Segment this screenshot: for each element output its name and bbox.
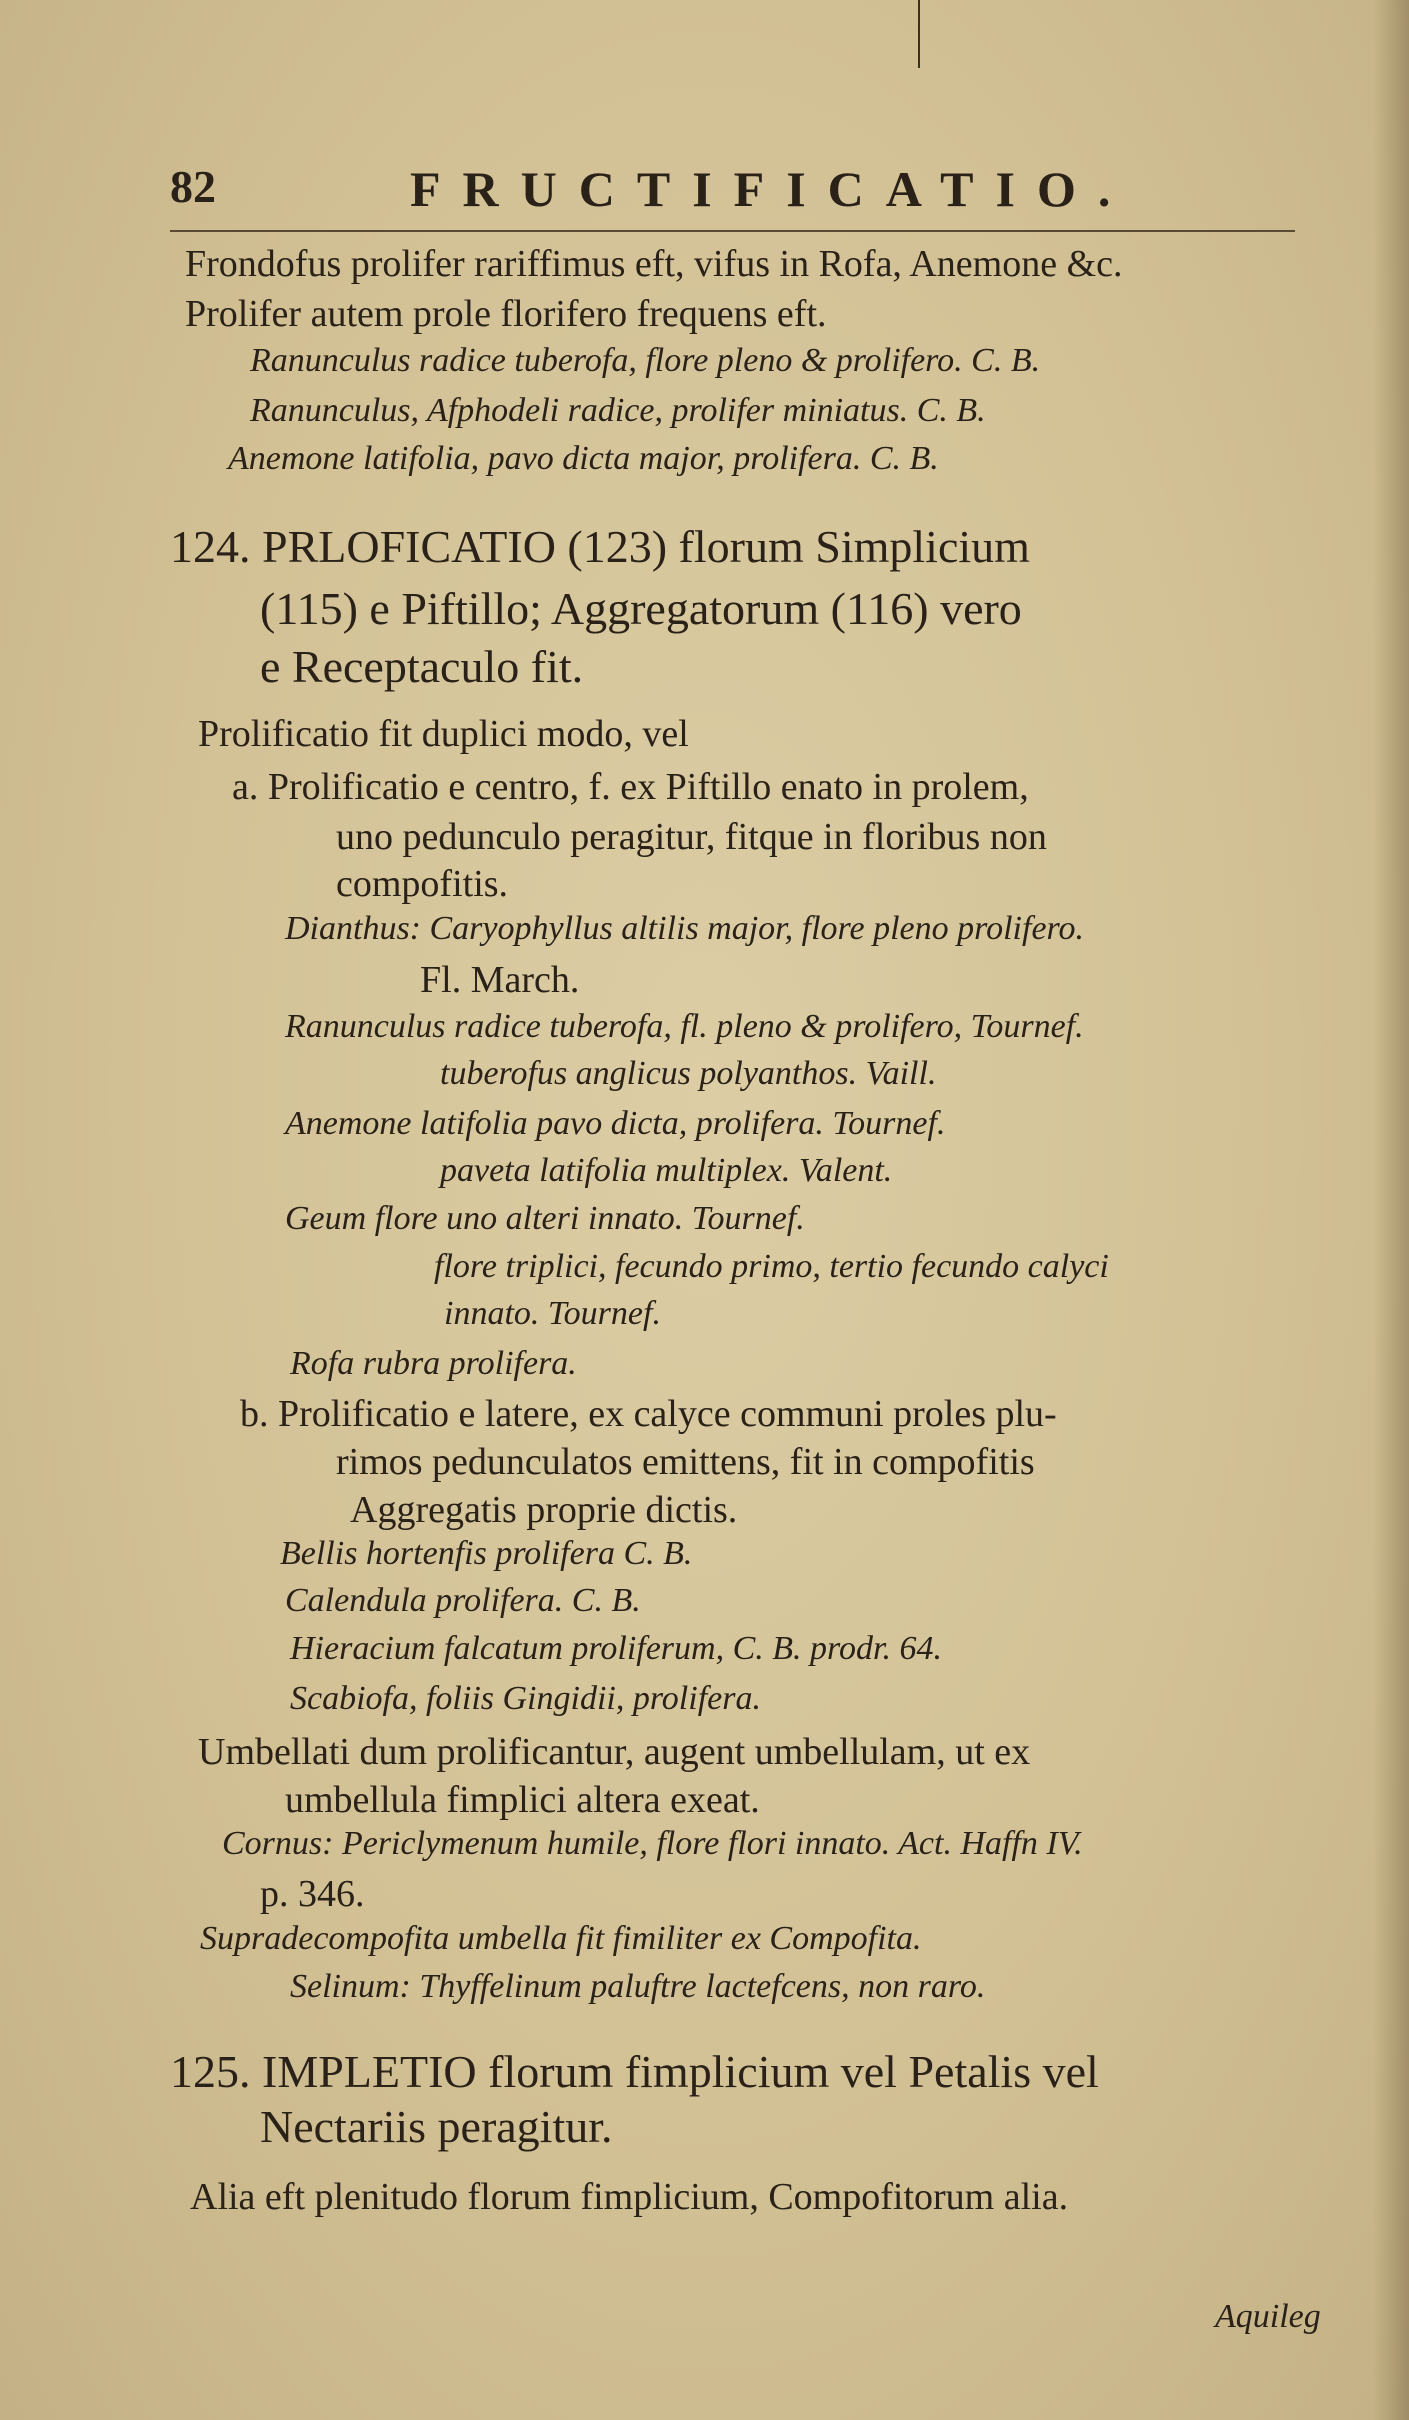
text-line: Selinum: Thyffelinum paluftre lactefcens, non raro. xyxy=(290,1968,986,2005)
text-line: Rofa rubra prolifera. xyxy=(290,1345,577,1382)
header-rule xyxy=(170,230,1295,232)
text-line: Alia eft plenitudo florum fimplicium, Compofitorum alia. xyxy=(190,2176,1069,2218)
text-line: Prolificatio fit duplici modo, vel xyxy=(198,713,689,755)
text-line: Bellis hortenfis prolifera C. B. xyxy=(280,1535,693,1572)
text-line: Ranunculus, Afphodeli radice, prolifer miniatus. C. B. xyxy=(250,392,986,429)
text-line: Dianthus: Caryophyllus altilis major, flore pleno prolifero. xyxy=(285,910,1084,947)
text-line: Frondofus prolifer rariffimus eft, vifus in Rofa, Anemone &c. xyxy=(185,243,1123,285)
text-line: Scabiofa, foliis Gingidii, prolifera. xyxy=(290,1680,761,1717)
catchword: Aquileg xyxy=(1215,2298,1321,2335)
section-heading: (115) e Piftillo; Aggregatorum (116) vero xyxy=(260,583,1022,634)
text-line: Ranunculus radice tuberofa, fl. pleno & prolifero, Tournef. xyxy=(285,1008,1084,1045)
text-line: Prolifer autem prole florifero frequens eft. xyxy=(185,293,827,335)
text-line: Geum flore uno alteri innato. Tournef. xyxy=(285,1200,805,1237)
text-line: Ranunculus radice tuberofa, flore pleno & prolifero. C. B. xyxy=(250,342,1041,379)
text-line: Anemone latifolia pavo dicta, prolifera. Tournef. xyxy=(285,1105,946,1142)
text-line: tuberofus anglicus polyanthos. Vaill. xyxy=(440,1055,937,1092)
page-edge-shadow xyxy=(1373,0,1409,2420)
section-heading: 125. IMPLETIO florum fimplicium vel Petalis vel xyxy=(170,2046,1099,2097)
text-line: Supradecompofita umbella fit fimiliter ex Compofita. xyxy=(200,1920,922,1957)
text-line: uno pedunculo peragitur, fitque in floribus non xyxy=(336,816,1047,858)
text-line: b. Prolificatio e latere, ex calyce communi proles plu- xyxy=(240,1393,1057,1435)
page-number: 82 xyxy=(170,161,216,212)
scan-mark xyxy=(918,0,920,68)
text-line: Calendula prolifera. C. B. xyxy=(285,1582,641,1619)
text-line: paveta latifolia multiplex. Valent. xyxy=(440,1152,893,1189)
text-line: Fl. March. xyxy=(420,959,580,1001)
section-heading: e Receptaculo fit. xyxy=(260,641,584,692)
section-heading: 124. PRLOFICATIO (123) florum Simplicium xyxy=(170,521,1030,572)
text-line: Aggregatis proprie dictis. xyxy=(350,1489,738,1531)
text-line: flore triplici, fecundo primo, tertio fecundo calyci xyxy=(434,1248,1109,1285)
text-line: Cornus: Periclymenum humile, flore flori innato. Act. Haffn IV. xyxy=(222,1825,1083,1862)
text-line: umbellula fimplici altera exeat. xyxy=(285,1779,760,1821)
text-line: Umbellati dum prolificantur, augent umbellulam, ut ex xyxy=(198,1731,1031,1773)
text-line: innato. Tournef. xyxy=(444,1295,661,1332)
text-line: p. 346. xyxy=(260,1873,365,1915)
text-line: a. Prolificatio e centro, f. ex Piftillo enato in prolem, xyxy=(232,766,1029,808)
section-heading: Nectariis peragitur. xyxy=(260,2101,613,2152)
text-line: Hieracium falcatum proliferum, C. B. prodr. 64. xyxy=(290,1630,942,1667)
running-title: FRUCTIFICATIO. xyxy=(410,161,1133,217)
text-line: rimos pedunculatos emittens, fit in compofitis xyxy=(336,1441,1035,1483)
text-line: compofitis. xyxy=(336,863,509,905)
text-line: Anemone latifolia, pavo dicta major, prolifera. C. B. xyxy=(228,440,939,477)
